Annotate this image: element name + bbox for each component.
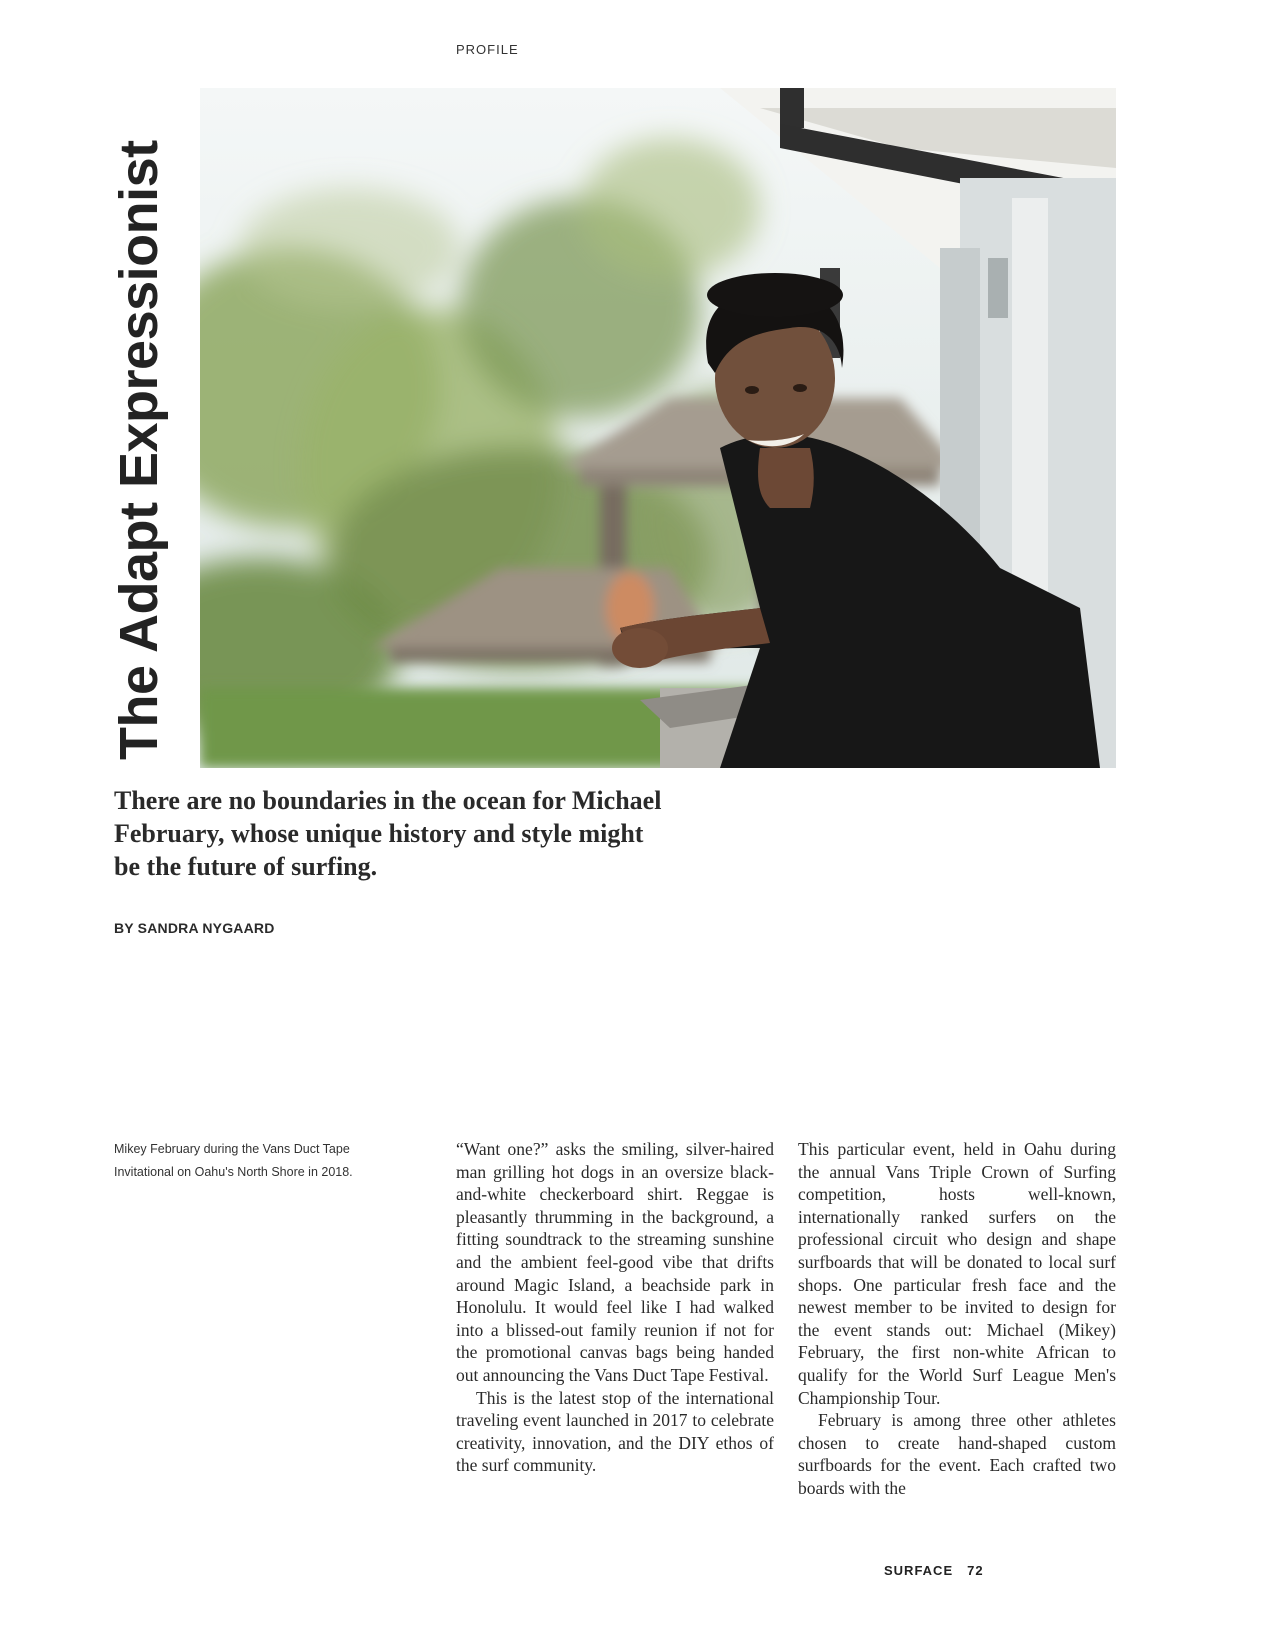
body-column-1 <box>456 1138 774 1477</box>
body-column-2 <box>798 1138 1116 1500</box>
page-number: 72 <box>967 1563 984 1578</box>
body-paragraph: This particular event, held in Oahu during the annual Vans Triple Crown of Surfing competition, hosts well-known, internationally ranked surfers on the professional circuit who design and shape surfboards that will be donated to local surf shops. One particular fresh face and the newest member to be invited to design for the event stands out: Michael (Mikey) February, the first non-white African to qualify for the World Surf League Men's Championship Tour. <box>798 1139 1116 1408</box>
photo-caption: Mikey February during the Vans Duct Tape Invitational on Oahu's North Shore in 2018. <box>114 1142 353 1179</box>
article-dek: There are no boundaries in the ocean for Michael February, whose unique history and style might be the future of surfing. <box>114 786 662 881</box>
body-paragraph: “Want one?” asks the smiling, silver-haired man grilling hot dogs in an oversize black-and-white checkerboard shirt. Reggae is pleasantly thrumming in the background, a fitting soundtrack to the streaming sunshine and the ambient feel-good vibe that drifts around Magic Island, a beachside park in Honolulu. It would feel like I had walked into a blissed-out family reunion if not for the promotional canvas bags being handed out announcing the Vans Duct Tape Festival. <box>456 1139 774 1385</box>
hero-photo <box>200 88 1116 768</box>
article-title: The Adapt Expressionist <box>109 140 169 760</box>
section-label: PROFILE <box>456 42 519 57</box>
publication-name: SURFACE <box>884 1563 954 1578</box>
body-paragraph: February is among three other athletes chosen to create hand-shaped custom surfboards for the event. Each crafted two boards with the <box>798 1410 1116 1498</box>
byline: BY SANDRA NYGAARD <box>114 920 275 936</box>
hero-photo-illustration <box>200 88 1116 768</box>
page-footer <box>884 1563 984 1578</box>
body-paragraph: This is the latest stop of the international traveling event launched in 2017 to celebrate creativity, innovation, and the DIY ethos of the surf community. <box>456 1387 774 1476</box>
